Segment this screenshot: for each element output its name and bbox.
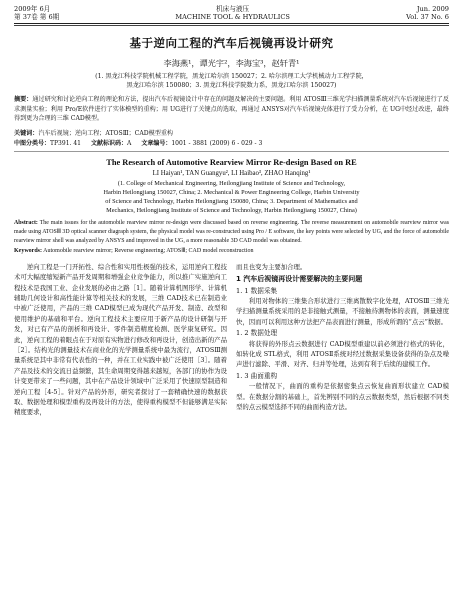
subsection-heading: 1. 3 曲面重构: [236, 371, 278, 380]
authors-cn: 李海燕¹，谭光宇²，李海宝³，赵轩青¹: [163, 58, 300, 68]
paper-title-en: The Research of Automotive Rearview Mirror Re-design Based on RE: [106, 158, 357, 168]
classification-row: [14, 139, 449, 148]
abstract-text-en: The main issues for the automobile rearview mirror re-design were discussed based on reverse engineering. The reverse measurement on automobile rearview mirror was made using ATOSⅢ 3D optical scanner diagraph system, the physical model was re-constructed using Pro / E software, the key points were selected by UG, and the force of automobile rearview mirror shell was analyzed by ANSYS and improved in the UG, a more reasonable 3D CAD model was obtained.: [14, 220, 449, 244]
keywords-cn: [14, 129, 449, 139]
header-rule: [14, 23, 449, 24]
volume-en: Vol. 37 No. 6: [406, 13, 449, 21]
clc-label: 中图分类号：: [14, 140, 51, 148]
subsection-heading: 1. 2 数据处理: [236, 329, 278, 338]
body-paragraph: 利用对物体的三维集合形状进行三维离散数字化处理，ATOSⅢ三维光学扫描测量系统采用的是非接触式测量，不接触待测物体的表面，测量速度快，因而可以利用这种方法把产品表面进行测量，形成所谓的“点云”数据。: [236, 296, 449, 326]
article-label: 文章编号：: [141, 140, 172, 148]
affiliation-line: (1. 黑龙江科技学院机械工程学院，黑龙江哈尔滨 150027；2. 哈尔滨理工大学机械动力工程学院，: [95, 73, 368, 80]
header-center: [175, 5, 289, 21]
abstract-cn: [14, 95, 449, 124]
paper-title-cn: 基于逆向工程的汽车后视镜再设计研究: [129, 36, 334, 50]
document-code: [91, 139, 131, 148]
journal-name-cn: 机床与液压: [216, 5, 250, 13]
doc-value: A: [126, 140, 132, 148]
header-right: [406, 5, 449, 21]
affiliations-cn: [14, 72, 449, 90]
journal-header: [14, 5, 449, 21]
abstract-text-cn: 通过研究和讨论逆向工程的理论和方法，提出汽车后视镜设计中存在的问题及解决的主要问题。利用 ATOSⅢ三维光学扫描测量系统对汽车后视镜进行了反求测量实验；利用 Pro/E软件进行了实体模型的重构；用 UG进行了关键点的选取，再通过 ANSYS对汽车后视镜壳体进行了受力分析，在 UG中经过改进，最终得到更为合理的三维 CAD模型。: [14, 96, 449, 123]
keywords-label-en: Keywords:: [14, 247, 42, 254]
keywords-text-cn: 汽车后视镜；逆向工程；ATOSⅢ；CAD模型重构: [38, 129, 174, 137]
header-left: [14, 5, 59, 21]
body-column-left: [14, 262, 227, 418]
affiliation-line: of Science and Technology, Harbin Heilongjiang 150080, China; 3. Department of Mathematics and: [105, 198, 358, 206]
body-paragraph: 一般情况下，曲面的重构是依据密集点云恢复曲面形状建立 CAD模型。在数据分割的基础上，首先辨别不同的点云数据类型，然后根据不同类型的点云模型选择不同的曲面构造方法。: [236, 382, 449, 412]
header-rule-thin: [14, 25, 449, 26]
body-paragraph: 而且也变为主要加合理。: [236, 262, 307, 271]
abstract-label-cn: 摘要：: [14, 96, 33, 103]
subsection-heading: 1. 1 数据采集: [236, 286, 278, 295]
issue-date-cn: 2009年 6月: [14, 5, 51, 13]
article-value: 1001 - 3881 (2009) 6 - 029 - 3: [171, 140, 263, 148]
clc-value: TP391. 41: [50, 140, 81, 148]
body-paragraph: 将获得的外形点云数据进行 CAD模型重建以前必须进行格式的转化，如转化成 STL格式，利用 ATOSⅡ系统对经过数据采集设备获得的杂点及噪声进行滤除、平滑、对齐、归并等处理，达到有利于后续的建模工作。: [236, 339, 449, 369]
affiliation-line: (1. College of Mechanical Engineering, Heilongjiang Institute of Science and Technology,: [117, 180, 346, 188]
article-number: [141, 139, 262, 148]
affiliations-en: [14, 179, 449, 215]
journal-name-en: MACHINE TOOL & HYDRAULICS: [175, 13, 290, 21]
body-columns: [14, 262, 449, 418]
section-divider: [14, 151, 449, 152]
issue-date-en: Jun. 2009: [416, 5, 449, 13]
clc-number: [14, 139, 81, 148]
body-column-right: [236, 262, 449, 418]
volume-cn: 第 37卷 第 6期: [14, 13, 60, 21]
affiliation-line: Mechanics, Heilongjiang Institute of Science and Technology, Harbin Heilongjiang 150027, China): [106, 207, 357, 215]
affiliation-line: 黑龙江哈尔滨 150080；3. 黑龙江科技学院数力系，黑龙江哈尔滨 150027): [126, 82, 337, 89]
keywords-label-cn: 关键词：: [14, 129, 39, 137]
body-paragraph: 逆向工程是一门开拓性、综合性和实用性极强的技术，运用逆向工程技术可大幅度缩短新产品开发周期和增强企业竞争能力，所以推广实施逆向工程技术是我国工业、企业发展的必由之路［1］。随着计算机图形学、计算机辅助几何设计和高性能计算等相关技术的发展，三维 CAD技术已在制造业中被广泛使用，产品的三维 CAD模型已成为现代产品开发、制造、改型和使用维护的基础和平台。逆向工程技术主要应用于新产品的设计研制与开发，对已有产品的剖析和再设计、零件制造精度检测、医学康复研究。因此，逆向工程的着眼点在于对原有实物进行修改和再设计，创造出新的产品［2］。结构光的测量技术在商业化的光学测量系统中最为流行，ATOSⅢ测量系统是其中非常有代表性的一种，并在工业实践中被广泛使用［3］。随着产品及技术的交流日益频繁，其生命周期变得越来越短，各部门的协作为设计变更带来了一些问题，其中在产品设计领域中广泛采用了快速原型制造和逆向工程［4-5］。针对产品的外形，研究者探讨了一套精确快速的数据获取、数据处理和模型重构及再设计的方法，使得重构模型不但能够满足实际精度要求，: [14, 262, 227, 417]
doc-label: 文献标识码：: [90, 140, 127, 148]
keywords-en: [14, 247, 449, 256]
keywords-text-en: Automobile rearview mirror; Reverse engineering; ATOSⅢ; CAD model reconstruction: [43, 247, 254, 254]
section-heading: 1 汽车后视镜再设计需要解决的主要问题: [236, 275, 363, 284]
authors-en: LI Haiyan¹, TAN Guangyu², LI Haibao³, ZHAO Hanqing¹: [152, 170, 311, 178]
abstract-label-en: Abstract:: [14, 220, 38, 227]
abstract-en: [14, 219, 449, 245]
affiliation-line: Harbin Heilongjiang 150027, China; 2. Mechanical & Power Engineering College, Harbin University: [103, 189, 360, 197]
